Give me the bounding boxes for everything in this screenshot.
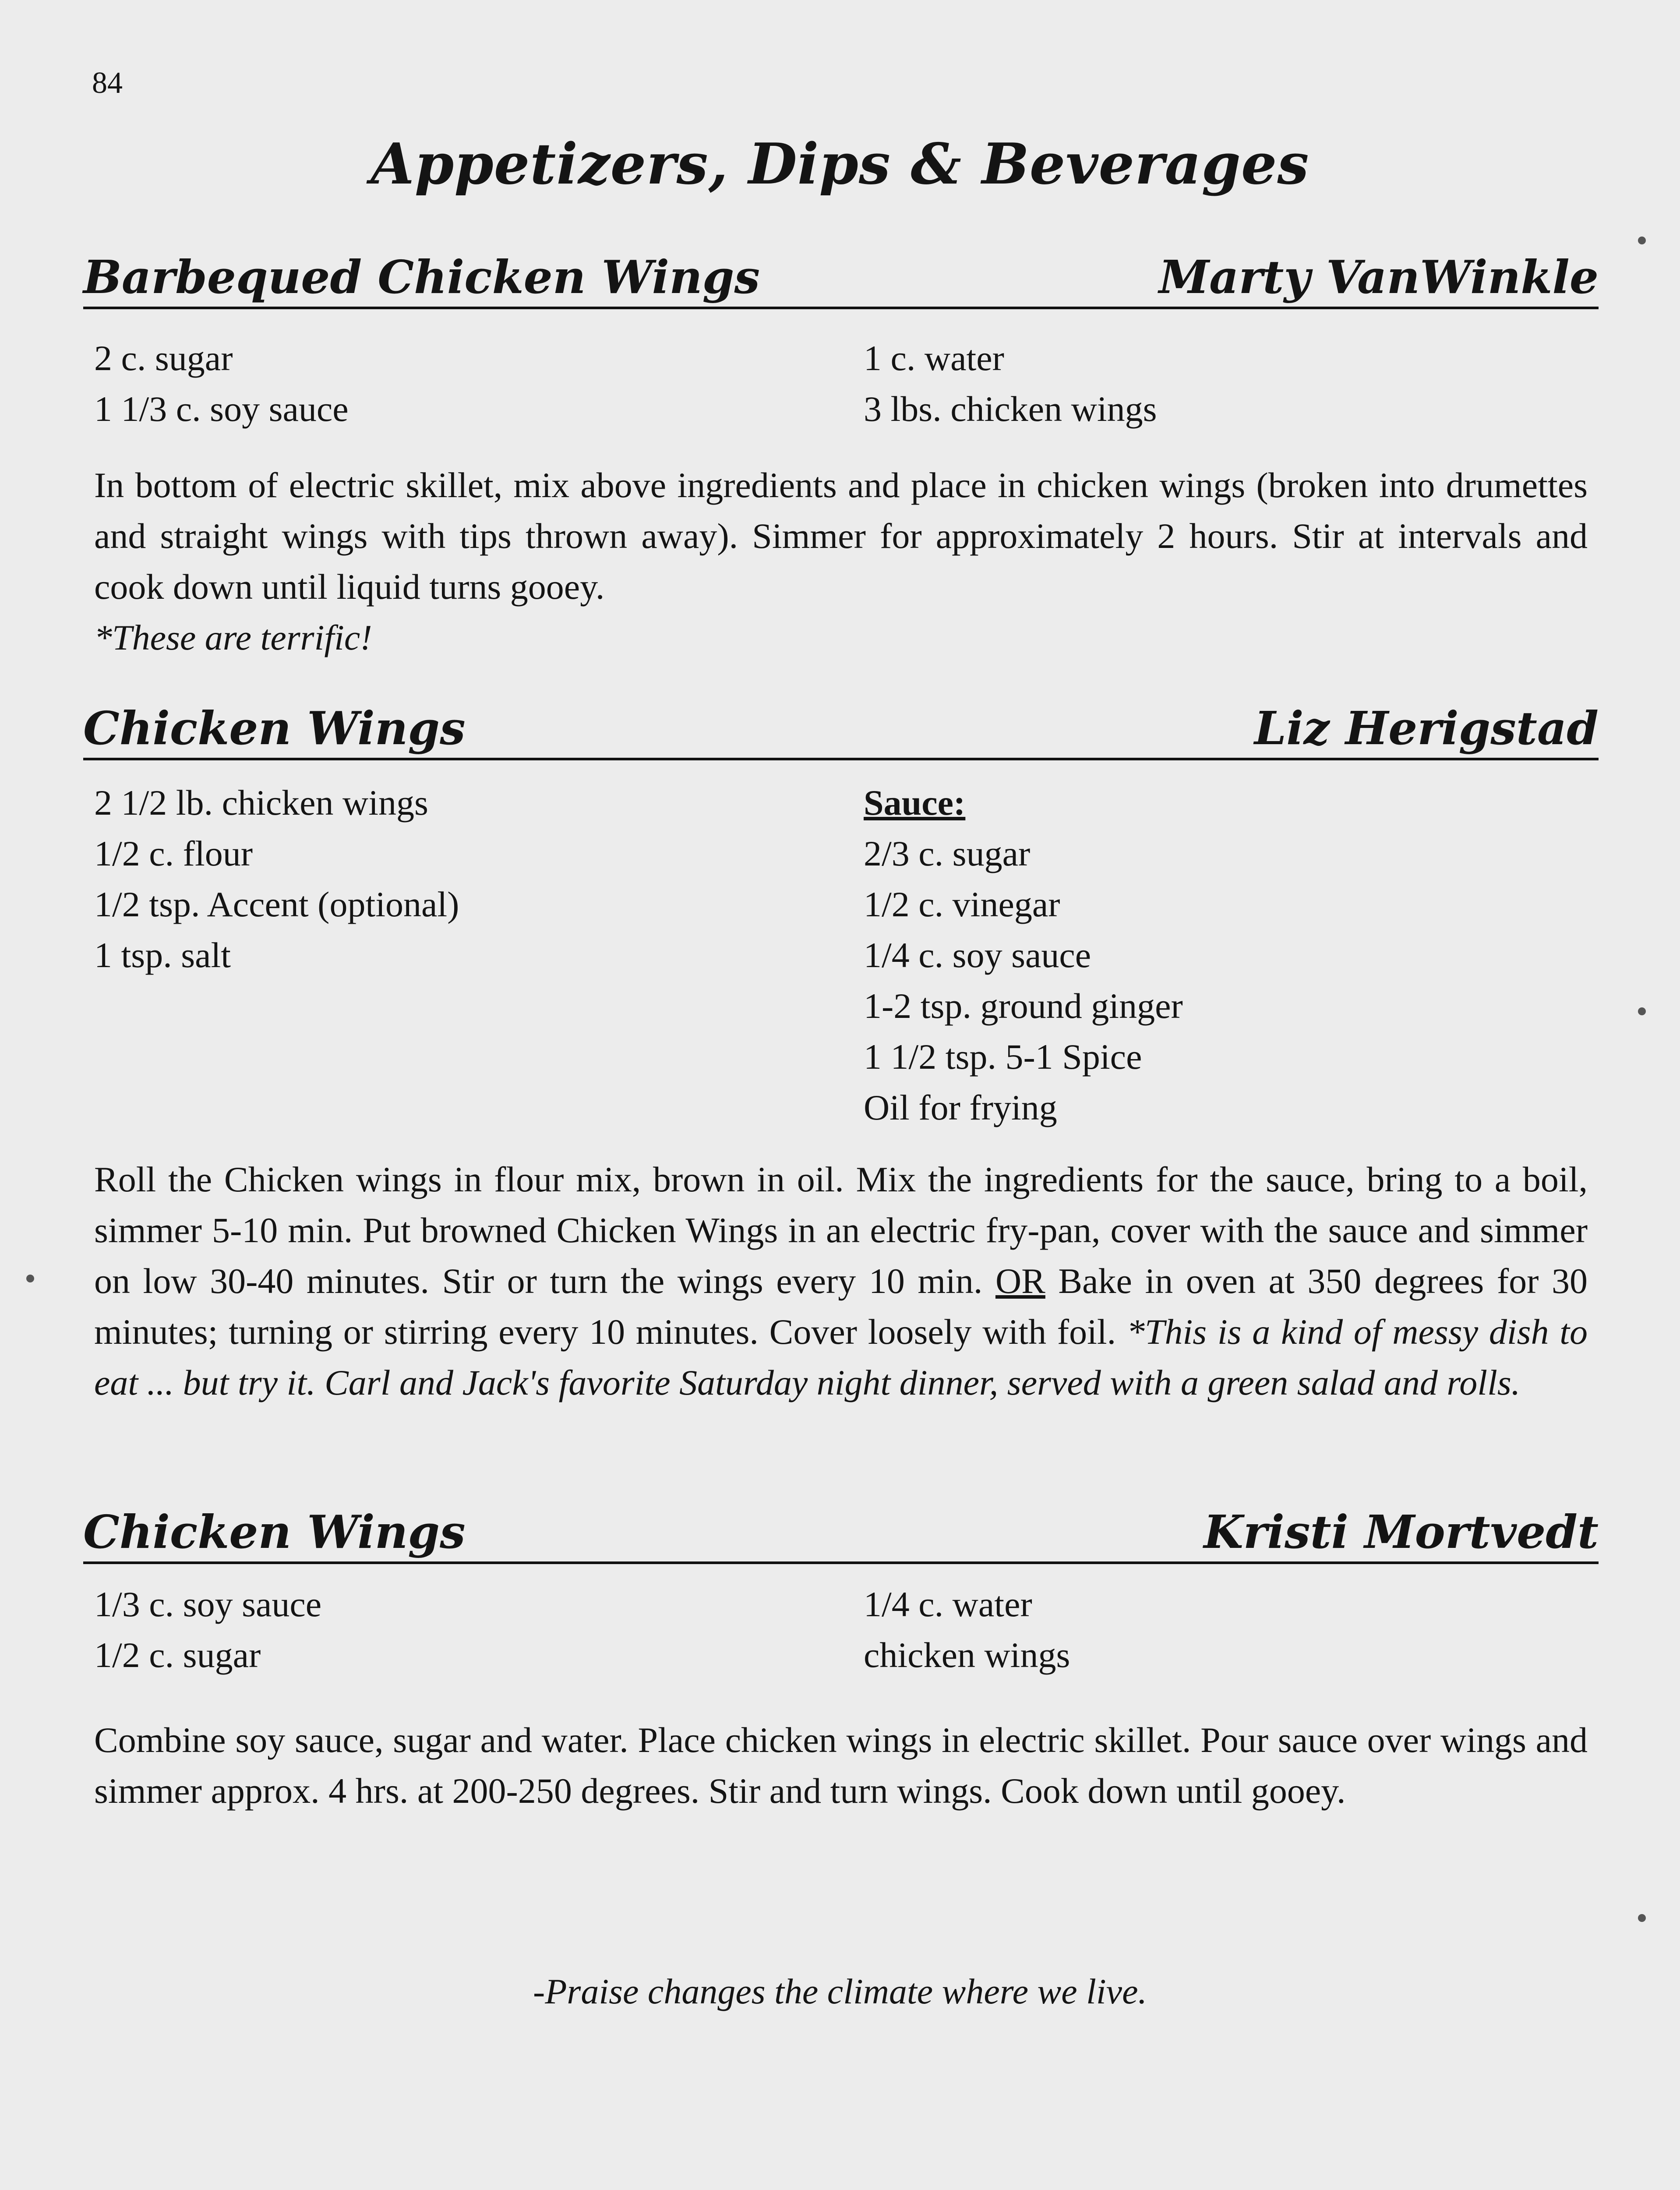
ingredient: 1/2 tsp. Accent (optional) bbox=[94, 884, 459, 924]
recipe-title: Chicken Wings bbox=[83, 1505, 466, 1559]
sauce-ingredients bbox=[864, 777, 1183, 1133]
ingredient: 1-2 tsp. ground ginger bbox=[864, 986, 1183, 1026]
recipe-directions bbox=[94, 1154, 1588, 1408]
directions-text: Bake in oven at 350 degrees for 30 minutes; turning or stirring every 10 minutes. Cover loosely with foil. bbox=[94, 1261, 1588, 1352]
ingredient: 3 lbs. chicken wings bbox=[864, 389, 1157, 429]
recipe-directions bbox=[94, 460, 1588, 663]
directions-or: OR bbox=[995, 1261, 1045, 1301]
ingredient: chicken wings bbox=[864, 1635, 1070, 1675]
ingredient: Oil for frying bbox=[864, 1088, 1057, 1127]
section-title: Appetizers, Dips & Beverages bbox=[371, 131, 1309, 197]
margin-mark bbox=[1638, 1007, 1646, 1015]
recipe-title: Chicken Wings bbox=[83, 701, 466, 755]
ingredient: 1 c. water bbox=[864, 338, 1004, 378]
ingredient: 1 tsp. salt bbox=[94, 935, 231, 975]
ingredient: 1/4 c. water bbox=[864, 1584, 1032, 1624]
sauce-label: Sauce: bbox=[864, 783, 966, 823]
recipe-header-barbequed-chicken-wings bbox=[83, 245, 1599, 309]
ingredient: 2/3 c. sugar bbox=[864, 834, 1031, 873]
recipe-directions bbox=[94, 1715, 1588, 1816]
ingredient: 1/2 c. sugar bbox=[94, 1635, 261, 1675]
ingredient: 1/3 c. soy sauce bbox=[94, 1584, 322, 1624]
recipe-header-chicken-wings-herigstad bbox=[83, 696, 1599, 760]
margin-mark bbox=[1638, 1914, 1646, 1922]
recipe-author: Kristi Mortvedt bbox=[1204, 1505, 1599, 1559]
recipe-author: Marty VanWinkle bbox=[1159, 250, 1599, 304]
ingredient: 1/2 c. vinegar bbox=[864, 884, 1060, 924]
ingredients-left bbox=[94, 777, 459, 981]
directions-text: In bottom of electric skillet, mix above ingredients and place in chicken wings (broken into drumettes and straight wings with tips thrown away). Simmer for approximately 2 hours. Stir at intervals and cook down until liquid turns gooey. bbox=[94, 465, 1588, 607]
ingredient: 1 1/2 tsp. 5-1 Spice bbox=[864, 1037, 1142, 1077]
ingredients-right bbox=[864, 333, 1157, 434]
recipe-header-chicken-wings-mortvedt bbox=[83, 1500, 1599, 1564]
ingredients-right bbox=[864, 1579, 1070, 1681]
directions-text: Roll the Chicken wings in flour mix, brown in oil. Mix the ingredients for the sauce, bring to a boil, simmer 5-10 min. Put browned Chicken Wings in an electric fry-pan, cover with the sauce and simmer on low 30-40 minutes. Stir or turn the wings every 10 min. bbox=[94, 1159, 1588, 1301]
margin-mark bbox=[26, 1275, 34, 1282]
ingredients-left bbox=[94, 1579, 321, 1681]
recipe-author: Liz Herigstad bbox=[1254, 701, 1599, 755]
recipe-note: *This is a kind of messy dish to eat ... but try it. Carl and Jack's favorite Saturday night dinner, served with a green salad and rolls. bbox=[94, 1312, 1588, 1402]
ingredient: 2 c. sugar bbox=[94, 338, 233, 378]
ingredient: 1/2 c. flour bbox=[94, 834, 253, 873]
recipe-note: *These are terrific! bbox=[94, 618, 372, 657]
footer-quote: -Praise changes the climate where we live. bbox=[533, 1971, 1147, 2011]
directions-text: Combine soy sauce, sugar and water. Place chicken wings in electric skillet. Pour sauce over wings and simmer approx. 4 hrs. at 200-250 degrees. Stir and turn wings. Cook down until gooey. bbox=[94, 1720, 1588, 1811]
ingredient: 2 1/2 lb. chicken wings bbox=[94, 783, 428, 823]
page-number: 84 bbox=[92, 66, 123, 100]
ingredient: 1 1/3 c. soy sauce bbox=[94, 389, 349, 429]
margin-mark bbox=[1638, 237, 1646, 244]
recipe-title: Barbequed Chicken Wings bbox=[83, 250, 760, 304]
ingredient: 1/4 c. soy sauce bbox=[864, 935, 1091, 975]
ingredients-left bbox=[94, 333, 349, 434]
